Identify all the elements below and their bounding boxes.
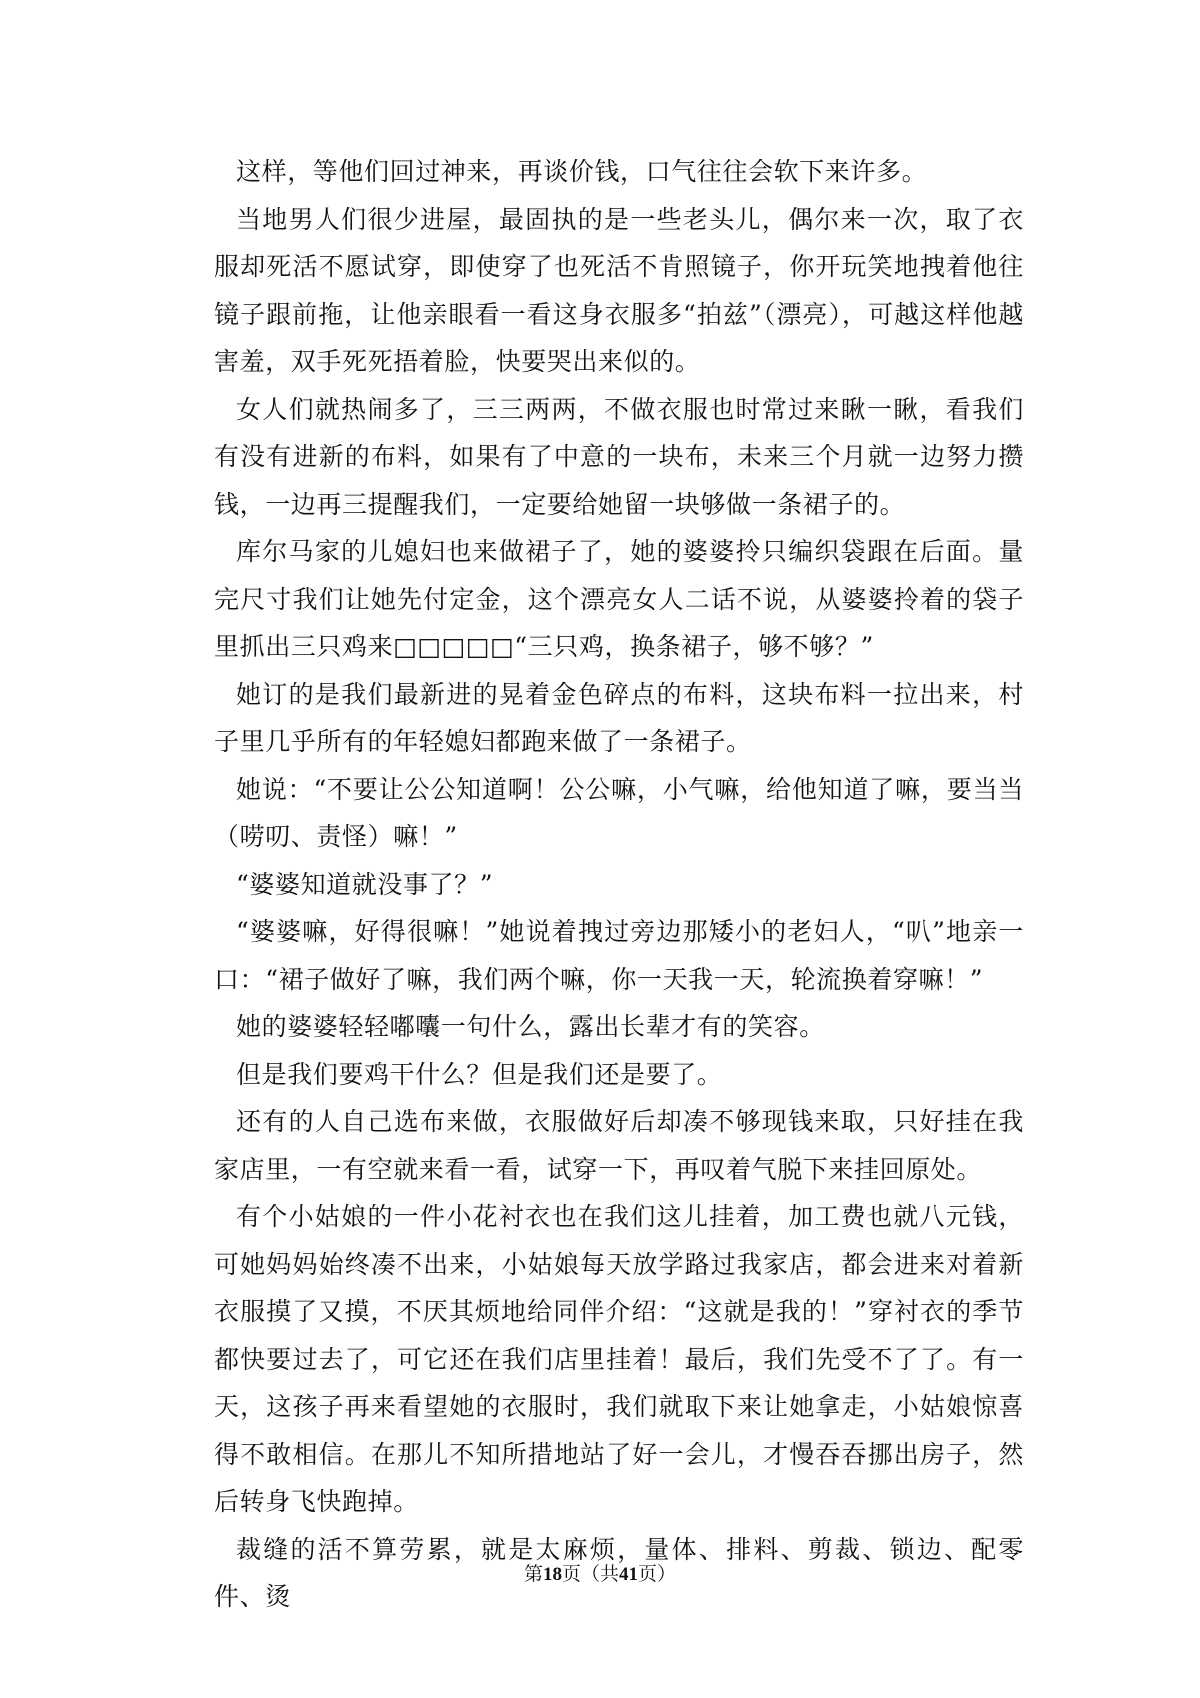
body-text bbox=[214, 148, 1024, 1621]
footer-suffix: 页） bbox=[638, 1563, 677, 1585]
paragraph: 裁缝的活不算劳累，就是太麻烦，量体、排料、剪裁、锁边、配零件、烫 bbox=[214, 1534, 1024, 1611]
paragraph: “婆婆知道就没事了？” bbox=[236, 869, 494, 899]
paragraph: 库尔马家的儿媳妇也来做裙子了，她的婆婆拎只编织袋跟在后面。量完尺寸我们让她先付定金，这个漂亮女人二话不说，从婆婆拎着的袋子里抓出三只鸡来□□□□□“三只鸡，换条裙子，够不够？” bbox=[214, 537, 1024, 661]
current-page-number: 18 bbox=[542, 1564, 562, 1585]
paragraph: 还有的人自己选布来做，衣服做好后却凑不够现钱来取，只好挂在我家店里，一有空就来看一看，试穿一下，再叹着气脱下来挂回原处。 bbox=[214, 1107, 1024, 1184]
paragraph: 她订的是我们最新进的晃着金色碎点的布料，这块布料一拉出来，村子里几乎所有的年轻媳妇都跑来做了一条裙子。 bbox=[214, 679, 1024, 756]
paragraph: 有个小姑娘的一件小花衬衣也在我们这儿挂着，加工费也就八元钱，可她妈妈始终凑不出来，小姑娘每天放学路过我家店，都会进来对着新衣服摸了又摸，不厌其烦地给同伴介绍：“这就是我的！”穿衬衣的季节都快要过去了，可它还在我们店里挂着！最后，我们先受不了了。有一天，这孩子再来看望她的衣服时，我们就取下来让她拿走，小姑娘惊喜得不敢相信。在那儿不知所措地站了好一会儿，才慢吞吞挪出房子，然后转身飞快跑掉。 bbox=[214, 1202, 1024, 1516]
footer-prefix: 第 bbox=[523, 1563, 543, 1585]
paragraph: “婆婆嘛，好得很嘛！”她说着拽过旁边那矮小的老妇人，“叭”地亲一口：“裙子做好了嘛，我们两个嘛，你一天我一天，轮流换着穿嘛！” bbox=[214, 917, 1024, 994]
page-footer bbox=[0, 1561, 1200, 1588]
footer-middle: 页（共 bbox=[561, 1563, 619, 1585]
paragraph: 但是我们要鸡干什么？但是我们还是要了。 bbox=[236, 1059, 723, 1089]
paragraph: 当地男人们很少进屋，最固执的是一些老头儿，偶尔来一次，取了衣服却死活不愿试穿，即使穿了也死活不肯照镜子，你开玩笑地拽着他往镜子跟前拖，让他亲眼看一看这身衣服多“拍兹”（漂亮），可越这样他越害羞，双手死死捂着脸，快要哭出来似的。 bbox=[214, 204, 1024, 376]
paragraph: 她说：“不要让公公知道啊！公公嘛，小气嘛，给他知道了嘛，要当当（唠叨、责怪）嘛！” bbox=[214, 774, 1024, 851]
total-pages-number: 41 bbox=[619, 1564, 638, 1585]
paragraph: 女人们就热闹多了，三三两两，不做衣服也时常过来瞅一瞅，看我们有没有进新的布料，如果有了中意的一块布，未来三个月就一边努力攒钱，一边再三提醒我们，一定要给她留一块够做一条裙子的。 bbox=[214, 394, 1024, 519]
paragraph: 她的婆婆轻轻嘟囔一句什么，露出长辈才有的笑容。 bbox=[236, 1012, 825, 1041]
paragraph: 这样，等他们回过神来，再谈价钱，口气往往会软下来许多。 bbox=[236, 157, 928, 186]
